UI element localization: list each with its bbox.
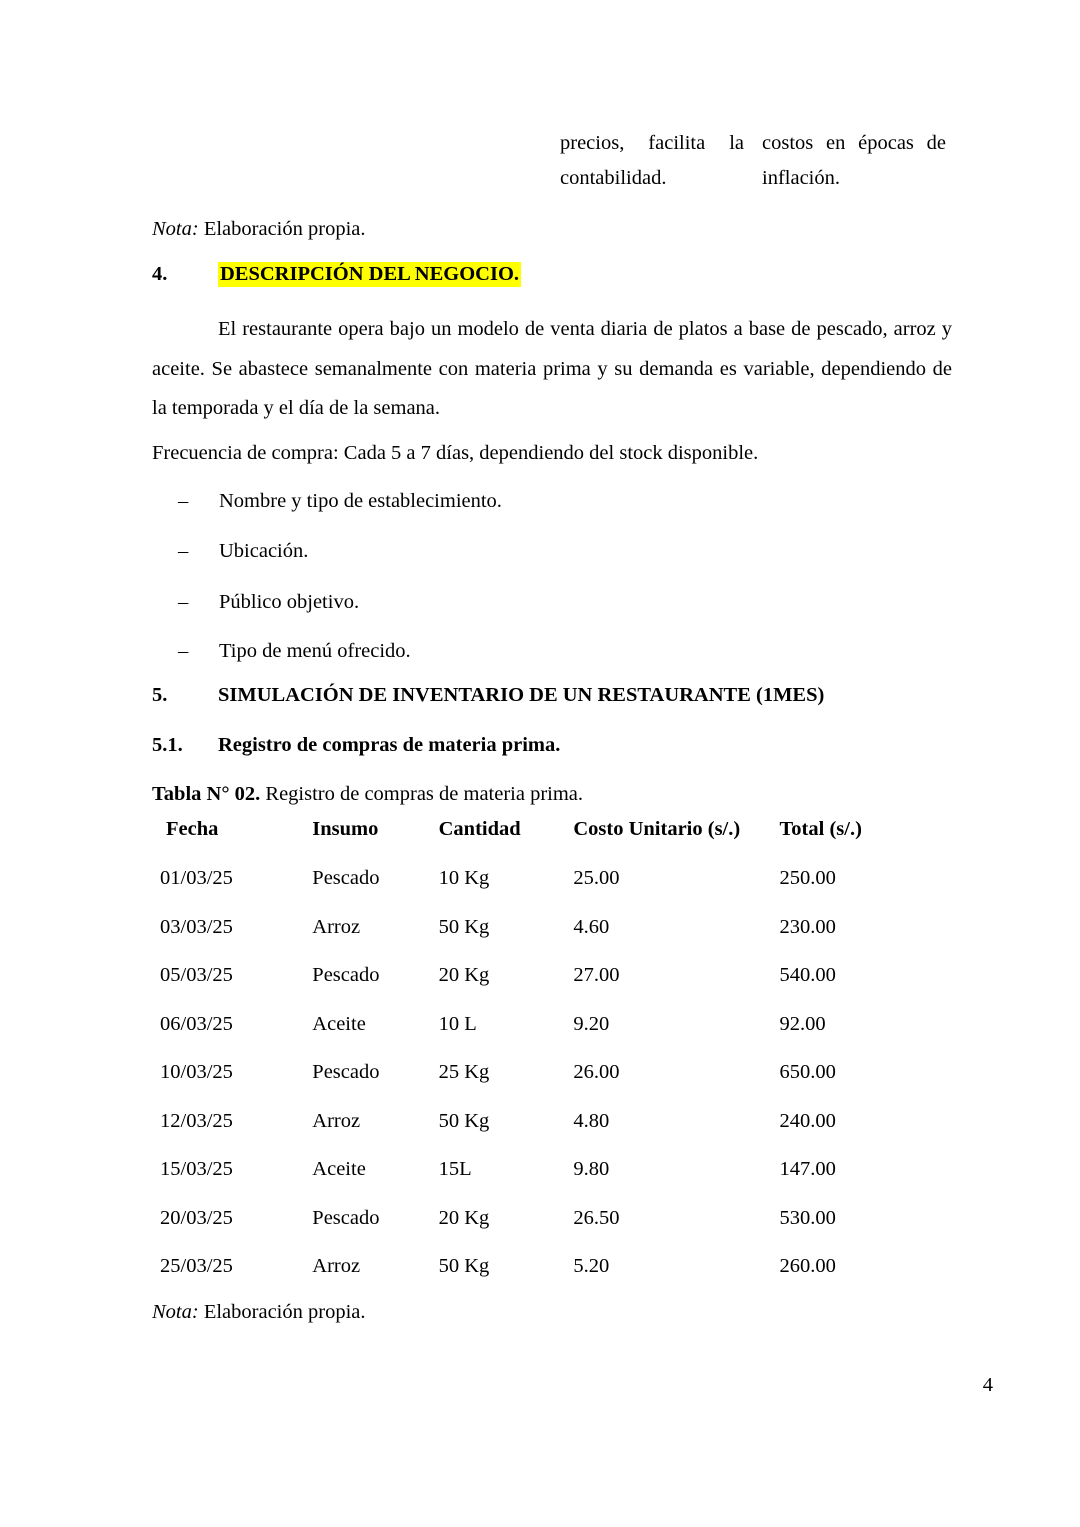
cell-costo: 9.20 (573, 1012, 610, 1035)
section4-title-highlight: DESCRIPCIÓN DEL NEGOCIO. (220, 263, 520, 285)
table-row (152, 964, 952, 1013)
cell-insumo: Pescado (312, 1061, 380, 1083)
section4-paragraph (152, 310, 952, 429)
cell-cantidad: 10 Kg (438, 867, 490, 889)
cell-insumo: Arroz (312, 1255, 361, 1277)
section5-number: 5. (152, 684, 168, 706)
cell-fecha: 10/03/25 (160, 1061, 233, 1083)
continued-cell-right-line1: costos en épocas de (762, 132, 946, 154)
section4-number: 4. (152, 263, 168, 285)
list-item (178, 586, 359, 619)
cell-cantidad: 15L (438, 1158, 472, 1180)
cell-costo: 4.60 (573, 915, 610, 938)
cell-cantidad: 20 Kg (438, 964, 490, 986)
column-header-fecha: Fecha (166, 818, 219, 840)
section4-paragraph-text: El restaurante opera bajo un modelo de venta diaria de platos a base de pescado, arroz y aceite. Se abastece semanalmente con materia prima y su demanda es variable, dependiendo de la temporada y el día de la semana. (152, 318, 952, 420)
list-item (178, 635, 411, 668)
cell-total: 92.00 (779, 1012, 826, 1035)
cell-insumo: Aceite (312, 1012, 366, 1035)
cell-total: 250.00 (779, 867, 836, 889)
continued-table-fragment (560, 126, 952, 197)
nota-bottom-label: Nota: (152, 1301, 199, 1323)
nota-top (152, 213, 366, 246)
section5-title: SIMULACIÓN DE INVENTARIO DE UN RESTAURANTE (1MES) (218, 684, 825, 706)
table-row (152, 1207, 952, 1256)
section4-title (218, 263, 521, 286)
cell-insumo: Arroz (312, 1109, 361, 1132)
cell-total: 240.00 (779, 1109, 836, 1132)
continued-cell-left-line2: contabilidad. (560, 167, 667, 190)
continued-cell-right-line2: inflación. (762, 167, 840, 190)
column-header-costo-unitario: Costo Unitario (s/.) (573, 818, 741, 840)
table-row (152, 1110, 952, 1159)
table-row (152, 916, 952, 965)
bullet-dash-icon: – (178, 540, 189, 562)
cell-total: 540.00 (779, 964, 836, 986)
registro-compras-table (152, 818, 952, 1304)
bullet-dash-icon: – (178, 591, 189, 613)
list-item-label: Tipo de menú ofrecido. (219, 640, 411, 662)
cell-fecha: 12/03/25 (160, 1109, 233, 1132)
table-row (152, 1061, 952, 1110)
bullet-dash-icon: – (178, 490, 189, 512)
column-header-insumo: Insumo (312, 818, 379, 840)
cell-total: 650.00 (779, 1061, 836, 1083)
cell-costo: 5.20 (573, 1255, 610, 1277)
cell-insumo: Aceite (312, 1158, 366, 1180)
table-header-row (152, 818, 952, 867)
section5-sub-number: 5.1. (152, 734, 183, 756)
cell-costo: 26.50 (573, 1206, 620, 1229)
cell-fecha: 25/03/25 (160, 1255, 233, 1277)
cell-insumo: Pescado (312, 964, 380, 986)
cell-total: 530.00 (779, 1206, 836, 1229)
table-caption (152, 783, 583, 806)
table-header (152, 818, 952, 867)
section5-sub-title: Registro de compras de materia prima. (218, 734, 561, 756)
continued-table-cell-left (560, 126, 744, 197)
cell-cantidad: 20 Kg (438, 1206, 490, 1229)
cell-insumo: Pescado (312, 1206, 380, 1229)
cell-fecha: 06/03/25 (160, 1012, 233, 1035)
cell-total: 260.00 (779, 1255, 836, 1277)
nota-top-label: Nota: (152, 218, 199, 240)
page-number: 4 (982, 1374, 993, 1396)
frecuencia-compra-line: Frecuencia de compra: Cada 5 a 7 días, dependiendo del stock disponible. (152, 442, 759, 464)
list-item-label: Ubicación. (219, 540, 309, 562)
nota-bottom (152, 1296, 366, 1329)
column-header-cantidad: Cantidad (438, 818, 521, 840)
column-header-total: Total (s/.) (779, 818, 862, 840)
cell-cantidad: 50 Kg (438, 915, 490, 938)
table-caption-label: Tabla N° 02. (152, 783, 261, 805)
cell-costo: 4.80 (573, 1109, 610, 1132)
nota-bottom-text: Elaboración propia. (198, 1301, 366, 1323)
list-item (178, 485, 502, 518)
cell-costo: 9.80 (573, 1158, 610, 1180)
list-item-label: Nombre y tipo de establecimiento. (219, 490, 502, 512)
cell-fecha: 03/03/25 (160, 915, 233, 938)
cell-cantidad: 50 Kg (438, 1255, 490, 1277)
list-item-label: Público objetivo. (219, 591, 360, 613)
list-item (178, 535, 308, 568)
cell-costo: 25.00 (573, 867, 620, 889)
continued-table-cell-right (762, 126, 946, 197)
continued-cell-left-line1: precios, facilita la (560, 132, 744, 154)
table-body (152, 867, 952, 1304)
cell-insumo: Arroz (312, 915, 361, 938)
cell-total: 230.00 (779, 915, 836, 938)
cell-costo: 27.00 (573, 964, 620, 986)
table-row (152, 867, 952, 916)
cell-insumo: Pescado (312, 867, 380, 889)
cell-fecha: 20/03/25 (160, 1206, 233, 1229)
cell-fecha: 15/03/25 (160, 1158, 233, 1180)
cell-fecha: 05/03/25 (160, 964, 233, 986)
cell-costo: 26.00 (573, 1061, 620, 1083)
cell-cantidad: 10 L (438, 1012, 477, 1035)
cell-cantidad: 50 Kg (438, 1109, 490, 1132)
cell-total: 147.00 (779, 1158, 836, 1180)
table-caption-text: Registro de compras de materia prima. (260, 783, 584, 805)
nota-top-text: Elaboración propia. (198, 218, 366, 240)
cell-fecha: 01/03/25 (160, 867, 233, 889)
bullet-dash-icon: – (178, 640, 189, 662)
table-row (152, 1013, 952, 1062)
table-row (152, 1158, 952, 1207)
cell-cantidad: 25 Kg (438, 1061, 490, 1083)
